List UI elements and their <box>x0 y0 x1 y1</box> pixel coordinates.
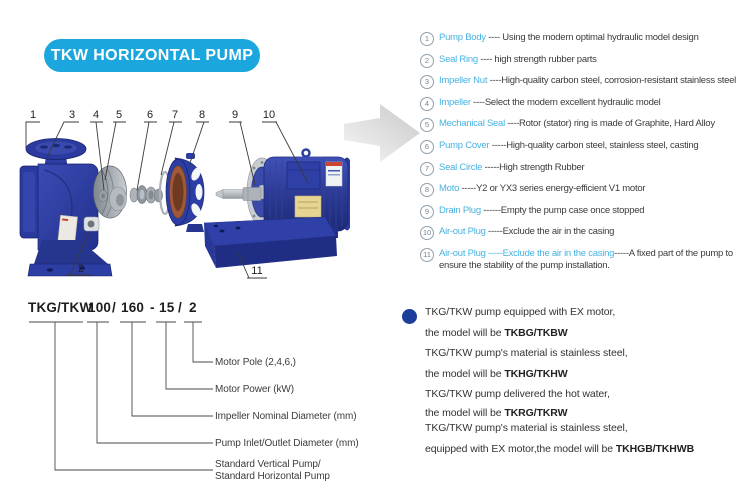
part-number-badge: 7 <box>420 162 434 176</box>
model-code-impeller: 160 <box>121 300 145 315</box>
pump-exploded-diagram <box>10 100 350 290</box>
part-name: Moto <box>439 183 460 195</box>
part-number-badge: 4 <box>420 97 434 111</box>
label-standard-vertical: Standard Vertical Pump/ <box>215 459 321 470</box>
part-description: ----Select the modern excellent hydraulic model <box>470 96 661 108</box>
part-number-badge: 8 <box>420 183 434 197</box>
impeller-part <box>94 166 127 218</box>
part-name: Seal Circle <box>439 161 483 173</box>
part-number-badge: 5 <box>420 118 434 132</box>
model-code-separator: / <box>178 300 182 315</box>
model-code-value: TKBG/TKBW <box>504 327 568 339</box>
part-number-badge: 6 <box>420 140 434 154</box>
model-code-pole: 2 <box>189 300 197 315</box>
pump-cover-part <box>166 153 204 232</box>
model-code-value: TKHG/TKHW <box>504 368 568 380</box>
impeller-nut-part <box>99 191 108 202</box>
title-banner <box>44 39 260 72</box>
part-name: Air-out Plug -----Exclude the air in the casing <box>439 247 615 259</box>
terminal-box <box>287 162 320 189</box>
parts-list-item <box>420 248 752 273</box>
parts-list-item <box>420 140 752 154</box>
parts-list-item <box>420 54 752 68</box>
model-code-separator: / <box>112 300 116 315</box>
label-inlet-outlet: Pump Inlet/Outlet Diameter (mm) <box>215 438 359 449</box>
note-line: the model will be TKRG/TKRW <box>425 407 568 419</box>
page-title: TKW HORIZONTAL PUMP <box>50 46 254 64</box>
part-name: Air-out Plug <box>439 226 486 238</box>
parts-list-item <box>420 226 752 240</box>
label-motor-pole: Motor Pole (2,4,6,) <box>215 357 296 368</box>
note-line: TKG/TKW pump delivered the hot water, <box>425 388 610 400</box>
part-number-badge: 10 <box>420 226 434 240</box>
part-description: -----High strength Rubber <box>482 161 585 173</box>
part-number-label: 8 <box>198 109 206 121</box>
motor-label-yellow <box>295 196 321 217</box>
part-name: Impeller <box>439 96 471 108</box>
model-code-value: TKRG/TKRW <box>504 407 568 419</box>
part-description: -----Exclude the air in the casing <box>485 226 615 238</box>
part-number-label: 10 <box>262 109 276 121</box>
part-number-label: 6 <box>146 109 154 121</box>
right-arrow-icon <box>340 96 424 170</box>
nomenclature-tree-lines <box>25 318 225 488</box>
part-name: Seal Ring <box>439 53 478 65</box>
part-number-label: 11 <box>251 265 263 277</box>
part-description: ------Empty the pump case once stopped <box>480 204 645 216</box>
parts-list-item <box>420 183 752 197</box>
model-variant-notes <box>425 306 750 464</box>
parts-list-item <box>420 205 752 219</box>
part-number-label: 1 <box>29 109 37 121</box>
part-description: ----Rotor (stator) ring is made of Graphite, Hard Alloy <box>504 118 715 130</box>
part-name: Pump Body <box>439 32 486 43</box>
note-line: equipped with EX motor,the model will be TKHGB/TKHWB <box>425 443 695 455</box>
part-number-label: 4 <box>92 109 100 121</box>
part-number-badge: 3 <box>420 75 434 89</box>
part-name: Pump Cover <box>439 139 490 151</box>
motor-shaft-part <box>216 188 261 201</box>
parts-list-item <box>420 75 752 89</box>
part-number-label: 3 <box>68 109 76 121</box>
part-description: -----Y2 or YX3 series energy-efficient V1 motor <box>459 183 646 195</box>
label-motor-power: Motor Power (kW) <box>215 384 294 395</box>
model-code-inlet: 100 <box>88 300 112 315</box>
note-line: the model will be TKBG/TKBW <box>425 327 568 339</box>
label-impeller-diameter: Impeller Nominal Diameter (mm) <box>215 411 357 422</box>
lifting-eye <box>303 150 310 157</box>
parts-list-item <box>420 162 752 176</box>
parts-list-item <box>420 32 752 46</box>
part-number-badge: 2 <box>420 54 434 68</box>
note-line: TKG/TKW pump's material is stainless steel, <box>425 347 628 359</box>
base-plate-part <box>204 217 337 268</box>
note-line: the model will be TKHG/TKHW <box>425 368 568 380</box>
model-code-separator: - <box>150 300 155 315</box>
parts-list <box>420 32 752 281</box>
part-description: ---- Using the modern optimal hydraulic model design <box>485 32 699 43</box>
parts-list-item <box>420 97 752 111</box>
part-description: ----High-quality carbon steel, corrosion-resistant stainless steel <box>487 75 737 87</box>
part-number-label: 7 <box>171 109 179 121</box>
part-name: Impeller Nut <box>439 75 488 87</box>
model-code-power: 15 <box>159 300 175 315</box>
note-line: TKG/TKW pump equipped with EX motor, <box>425 306 616 318</box>
parts-list-item <box>420 118 752 132</box>
part-number-label: 5 <box>115 109 123 121</box>
part-description: ---- high strength rubber parts <box>477 53 597 65</box>
part-description: -----High-quality carbon steel, stainless steel, casting <box>489 139 699 151</box>
part-name: Mechanical Seal <box>439 118 505 130</box>
model-code-prefix: TKG/TKW <box>28 300 93 315</box>
part-number-label: 9 <box>231 109 239 121</box>
label-standard-horizontal: Standard Horizontal Pump <box>215 471 330 482</box>
drain-plug-part <box>84 217 99 231</box>
part-description: -----A fixed part of the pump to ensure the stability of the pump installation. <box>439 247 733 272</box>
part-number-badge: 1 <box>420 32 434 46</box>
part-number-badge: 9 <box>420 205 434 219</box>
model-code-value: TKHGB/TKHWB <box>615 443 695 455</box>
part-number-label: 2 <box>77 263 85 275</box>
note-line: TKG/TKW pump's material is stainless steel, <box>425 422 628 434</box>
part-number-badge: 11 <box>420 248 434 262</box>
mechanical-seal-part <box>130 186 163 204</box>
bullet-icon <box>402 309 417 324</box>
part-name: Drain Plug <box>439 204 481 216</box>
